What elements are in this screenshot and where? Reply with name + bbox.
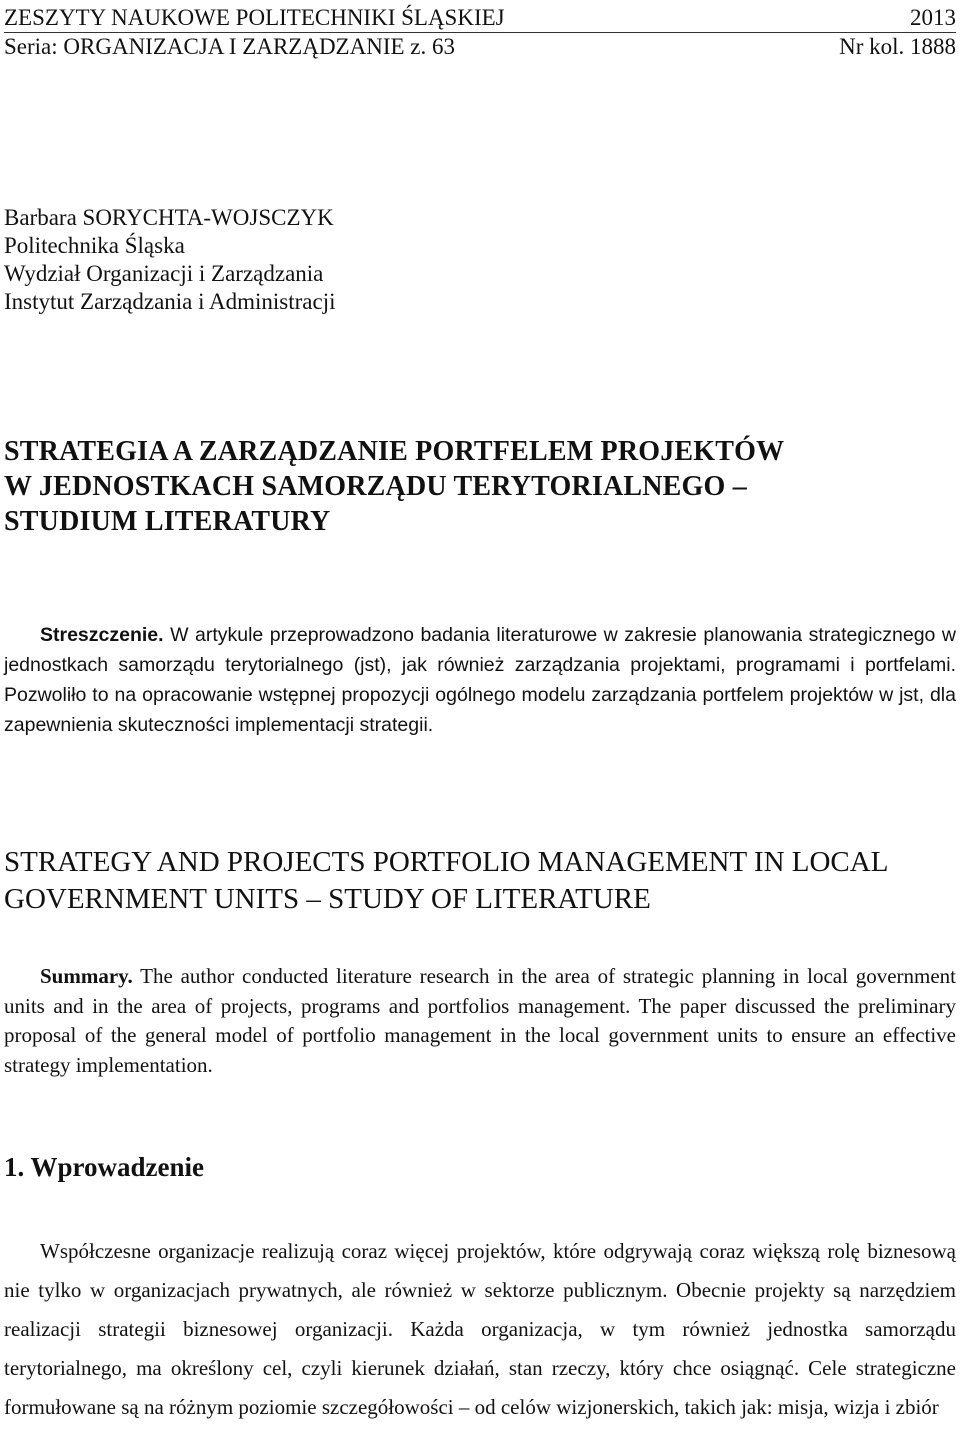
title-polish-line-3: STUDIUM LITERATURY (4, 506, 331, 537)
abstract-english-text: The author conducted literature research in the area of strategic planning in local government units and in the area of projects, programs and portfolios management. The paper discussed the preliminary proposal of the general model of portfolio management in the local government units to ensure an effective strategy implementation. (4, 964, 956, 1077)
journal-header-row-1 (4, 4, 956, 32)
author-block (4, 204, 335, 316)
abstract-english-lead: Summary. (40, 964, 133, 988)
journal-number: Nr kol. 1888 (839, 34, 956, 59)
abstract-polish-lead: Streszczenie. (40, 624, 164, 646)
journal-year: 2013 (910, 5, 956, 30)
journal-header-row-2 (4, 33, 956, 61)
section-heading-introduction: 1. Wprowadzenie (4, 1152, 205, 1182)
title-english-line-2: GOVERNMENT UNITS – STUDY OF LITERATURE (4, 883, 651, 915)
author-institute: Instytut Zarządzania i Administracji (4, 289, 336, 314)
title-polish (4, 434, 956, 539)
abstract-polish-paragraph (4, 620, 956, 740)
abstract-polish (4, 620, 956, 740)
author-university: Politechnika Śląska (4, 233, 185, 258)
abstract-english (4, 962, 956, 1080)
abstract-polish-text: W artykule przeprowadzono badania literaturowe w zakresie planowania strategicznego w jednostkach samorządu terytorialnego (jst), jak również zarządzania projektami, programami i portfelami. Pozwoliło to na opracowanie wstępnej propozycji ogólnego modelu zarządzania portfelem projektów w jst, dla zapewnienia skuteczności implementacji strategii. (4, 624, 956, 736)
introduction-body (4, 1232, 956, 1427)
journal-name: ZESZYTY NAUKOWE POLITECHNIKI ŚLĄSKIEJ (4, 5, 505, 30)
title-polish-line-1: STRATEGIA A ZARZĄDZANIE PORTFELEM PROJEKTÓW (4, 436, 785, 467)
title-polish-line-2: W JEDNOSTKACH SAMORZĄDU TERYTORIALNEGO – (4, 471, 747, 502)
journal-header (4, 4, 956, 61)
author-faculty: Wydział Organizacji i Zarządzania (4, 261, 324, 286)
introduction-paragraph: Współczesne organizacje realizują coraz więcej projektów, które odgrywają coraz większą rolę biznesową nie tylko w organizacjach prywatnych, ale również w sektorze publicznym. Obecnie projekty są narzędziem realizacji strategii biznesowej organizacji. Każda organizacja, w tym również jednostka samorządu terytorialnego, ma określony cel, czyli kierunek działań, stan rzeczy, który chce osiągnąć. Cele strategiczne formułowane są na różnym poziomie szczegółowości – od celów wizjonerskich, takich jak: misja, wizja i zbiór (4, 1239, 956, 1419)
abstract-english-paragraph (4, 962, 956, 1080)
title-english (4, 844, 956, 918)
author-name: Barbara SORYCHTA-WOJSCZYK (4, 205, 334, 230)
title-english-line-1: STRATEGY AND PROJECTS PORTFOLIO MANAGEMENT IN LOCAL (4, 846, 889, 878)
journal-series: Seria: ORGANIZACJA I ZARZĄDZANIE z. 63 (4, 34, 455, 59)
